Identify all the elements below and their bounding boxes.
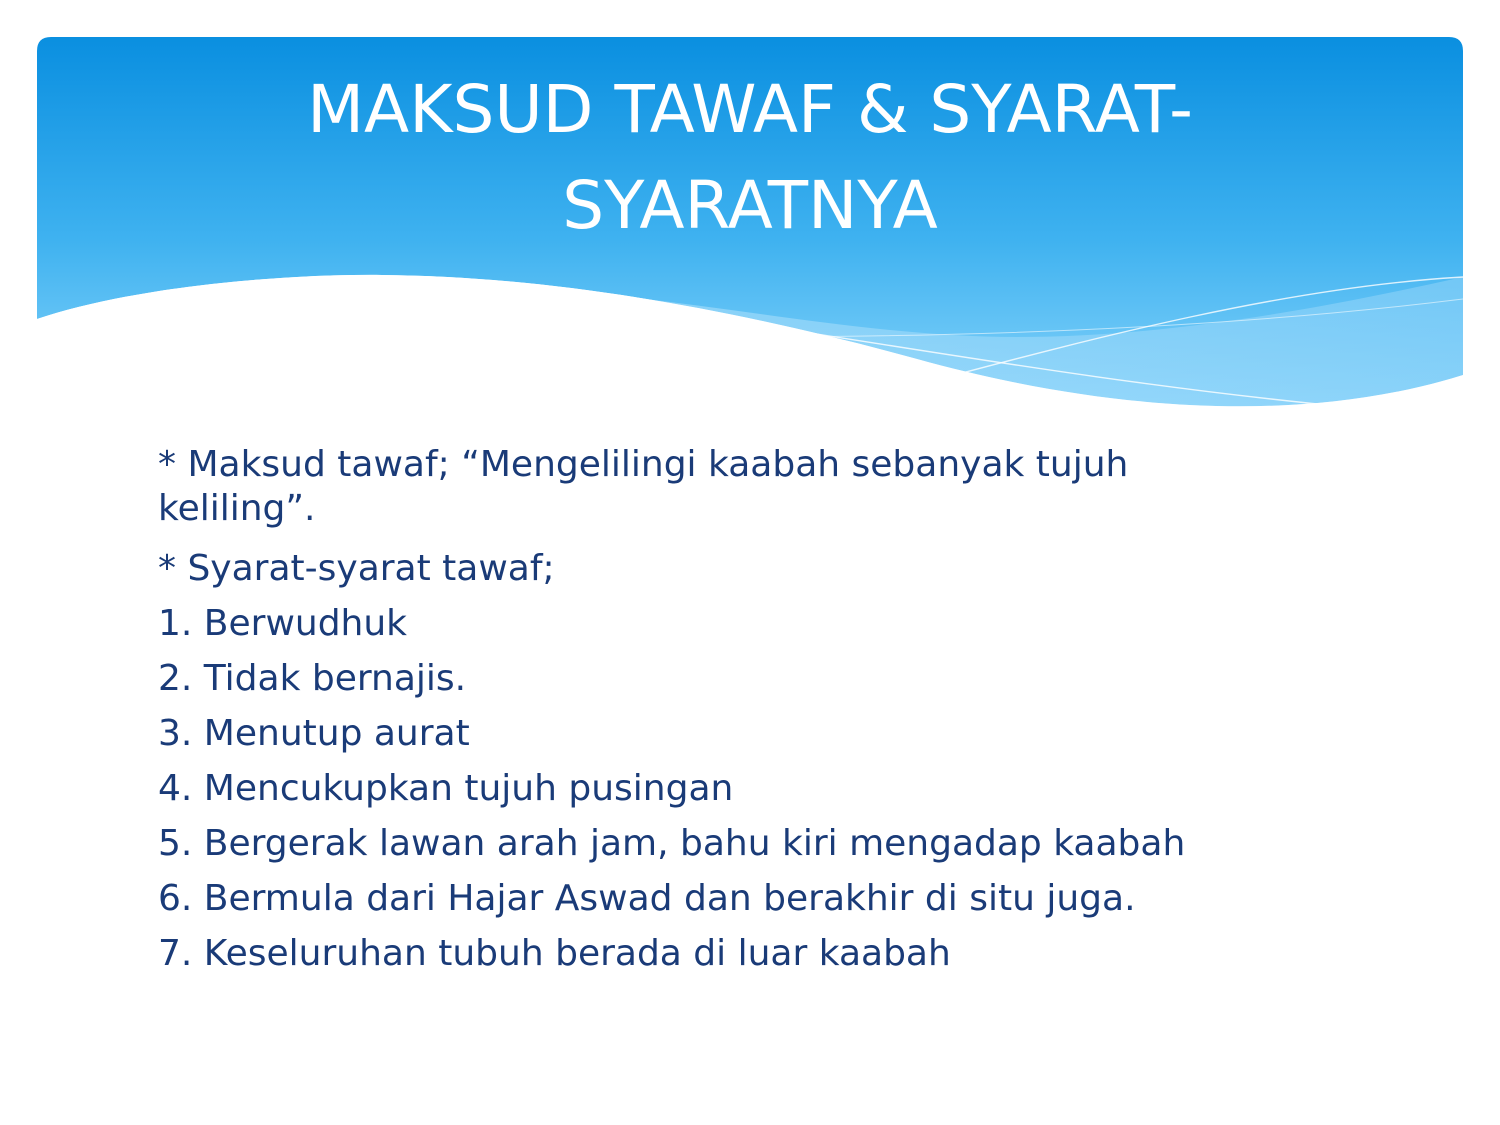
condition-item-7: 7. Keseluruhan tubuh berada di luar kaabah [158, 933, 951, 974]
slide-body [158, 443, 1278, 981]
condition-item-4: 4. Mencukupkan tujuh pusingan [158, 768, 734, 809]
slide-title-line-2: SYARATNYA [562, 167, 938, 244]
slide-title-line-1: MAKSUD TAWAF & SYARAT- [307, 71, 1193, 148]
condition-item-3: 3. Menutup aurat [158, 713, 470, 754]
condition-item-6: 6. Bermula dari Hajar Aswad dan berakhir di situ juga. [158, 878, 1136, 919]
condition-item-2: 2. Tidak bernajis. [158, 658, 467, 699]
condition-item-1: 1. Berwudhuk [158, 603, 408, 644]
definition-line-1: * Maksud tawaf; “Mengelilingi kaabah sebanyak tujuh [158, 444, 1129, 485]
definition-text [158, 443, 1278, 531]
slide-title [37, 62, 1463, 254]
definition-line-2: keliling”. [158, 488, 316, 529]
condition-item-5: 5. Bergerak lawan arah jam, bahu kiri mengadap kaabah [158, 823, 1186, 864]
conditions-heading: * Syarat-syarat tawaf; [158, 548, 555, 589]
